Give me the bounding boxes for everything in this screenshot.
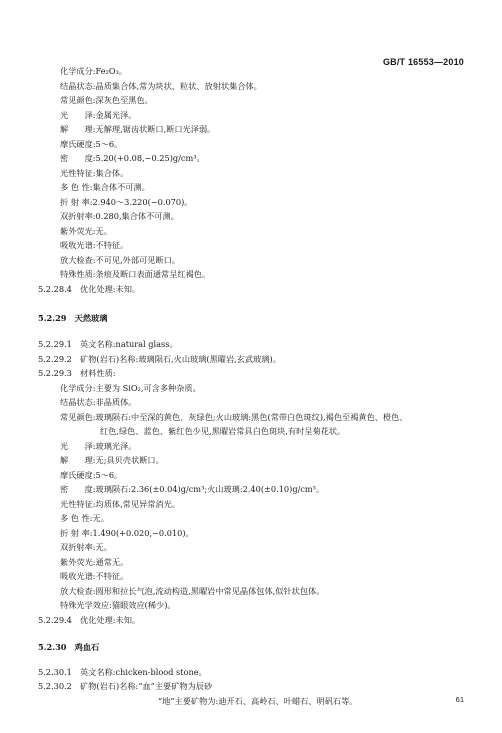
body-line: 放大检查:圆形和拉长气泡,流动构造,黑曜岩中常见晶体包体,似针状包体。 bbox=[60, 586, 325, 596]
body-line: 结晶状态:晶质集合体,常为块状、粒状、放射状集合体。 bbox=[60, 81, 262, 91]
body-line: 密 度:5.20(+0.08,−0.25)g/cm³。 bbox=[60, 153, 205, 163]
body-line: 放大检查:不可见,外部可见断口。 bbox=[60, 255, 180, 265]
section-heading: 5.2.30 鸡血石 bbox=[38, 642, 100, 652]
body-line: 双折射率:0.280,集合体不可测。 bbox=[60, 211, 179, 221]
body-line: 特殊光学效应:猫眼效应(稀少)。 bbox=[60, 600, 176, 610]
body-line: 折 射 率:1.490(+0.020,−0.010)。 bbox=[60, 528, 194, 538]
section-line: 5.2.29.1 英文名称:natural glass。 bbox=[38, 339, 178, 349]
body-line: 常见颜色:玻璃陨石:中至深的黄色、灰绿色;火山玻璃:黑色(常带白色斑纹),褐色至褐黄色、橙色、 bbox=[60, 412, 408, 422]
body-line: 化学成分:Fe₂O₃。 bbox=[60, 66, 128, 76]
section-line: 5.2.30.2 矿物(岩石)名称:“血”主要矿物为辰砂 bbox=[38, 681, 213, 691]
body-line: 折 射 率:2.940～3.220(−0.070)。 bbox=[60, 197, 193, 207]
body-line: 解 理:无;具贝壳状断口。 bbox=[60, 455, 164, 465]
body-line: 吸收光谱:不特征。 bbox=[60, 571, 129, 581]
body-line: 化学成分:主要为 SiO₂,可含多种杂质。 bbox=[60, 383, 201, 393]
body-line: 常见颜色:深灰色至黑色。 bbox=[60, 95, 153, 105]
body-line: 红色,绿色、蓝色、紫红色少见,黑曜岩常具白色斑块,有时呈菊花状。 bbox=[100, 426, 346, 436]
body-line: 光 泽:玻璃光泽。 bbox=[60, 441, 137, 451]
section-line: 5.2.30.1 英文名称:chicken-blood stone。 bbox=[38, 667, 207, 677]
body-line: 紫外荧光:通常无。 bbox=[60, 557, 129, 567]
body-line: 光 泽:金属光泽。 bbox=[60, 110, 137, 120]
body-line: 吸收光谱:不特征。 bbox=[60, 240, 129, 250]
body-line: 特殊性质:条痕及断口表面通常呈红褐色。 bbox=[60, 269, 211, 279]
body-line: 结晶状态:非晶质体。 bbox=[60, 397, 137, 407]
section-line: 5.2.29.2 矿物(岩石)名称:玻璃陨石,火山玻璃(黑曜岩,玄武玻璃)。 bbox=[38, 354, 281, 364]
section-line: 5.2.29.3 材料性质: bbox=[38, 368, 116, 378]
section-line: 5.2.28.4 优化处理:未知。 bbox=[38, 284, 141, 294]
body-line: 光性特征:集合体。 bbox=[60, 168, 129, 178]
body-line: 紫外荧光:无。 bbox=[60, 226, 112, 236]
body-line: 摩氏硬度:5～6。 bbox=[60, 139, 123, 149]
page-header: GB/T 16553—2010 bbox=[382, 57, 464, 67]
section-line: 5.2.29.4 优化处理:未知。 bbox=[38, 615, 141, 625]
section-heading: 5.2.29 天然玻璃 bbox=[38, 313, 108, 323]
body-line: “地”主要矿物为:迪开石、高岭石、叶蜡石、明矾石等。 bbox=[158, 696, 358, 706]
page-number: 61 bbox=[455, 695, 464, 704]
body-line: 解 理:无解理,锯齿状断口,断口光泽弱。 bbox=[60, 124, 216, 134]
body-line: 多 色 性:无。 bbox=[60, 513, 109, 523]
body-line: 双折射率:无。 bbox=[60, 542, 112, 552]
body-line: 多 色 性:集合体不可测。 bbox=[60, 182, 150, 192]
body-line: 光性特征:均质体,常见异常消光。 bbox=[60, 499, 180, 509]
body-line: 摩氏硬度:5～6。 bbox=[60, 470, 123, 480]
body-line: 密 度:玻璃陨石:2.36(±0.04)g/cm³;火山玻璃:2.40(±0.10)g/cm³。 bbox=[60, 484, 325, 494]
